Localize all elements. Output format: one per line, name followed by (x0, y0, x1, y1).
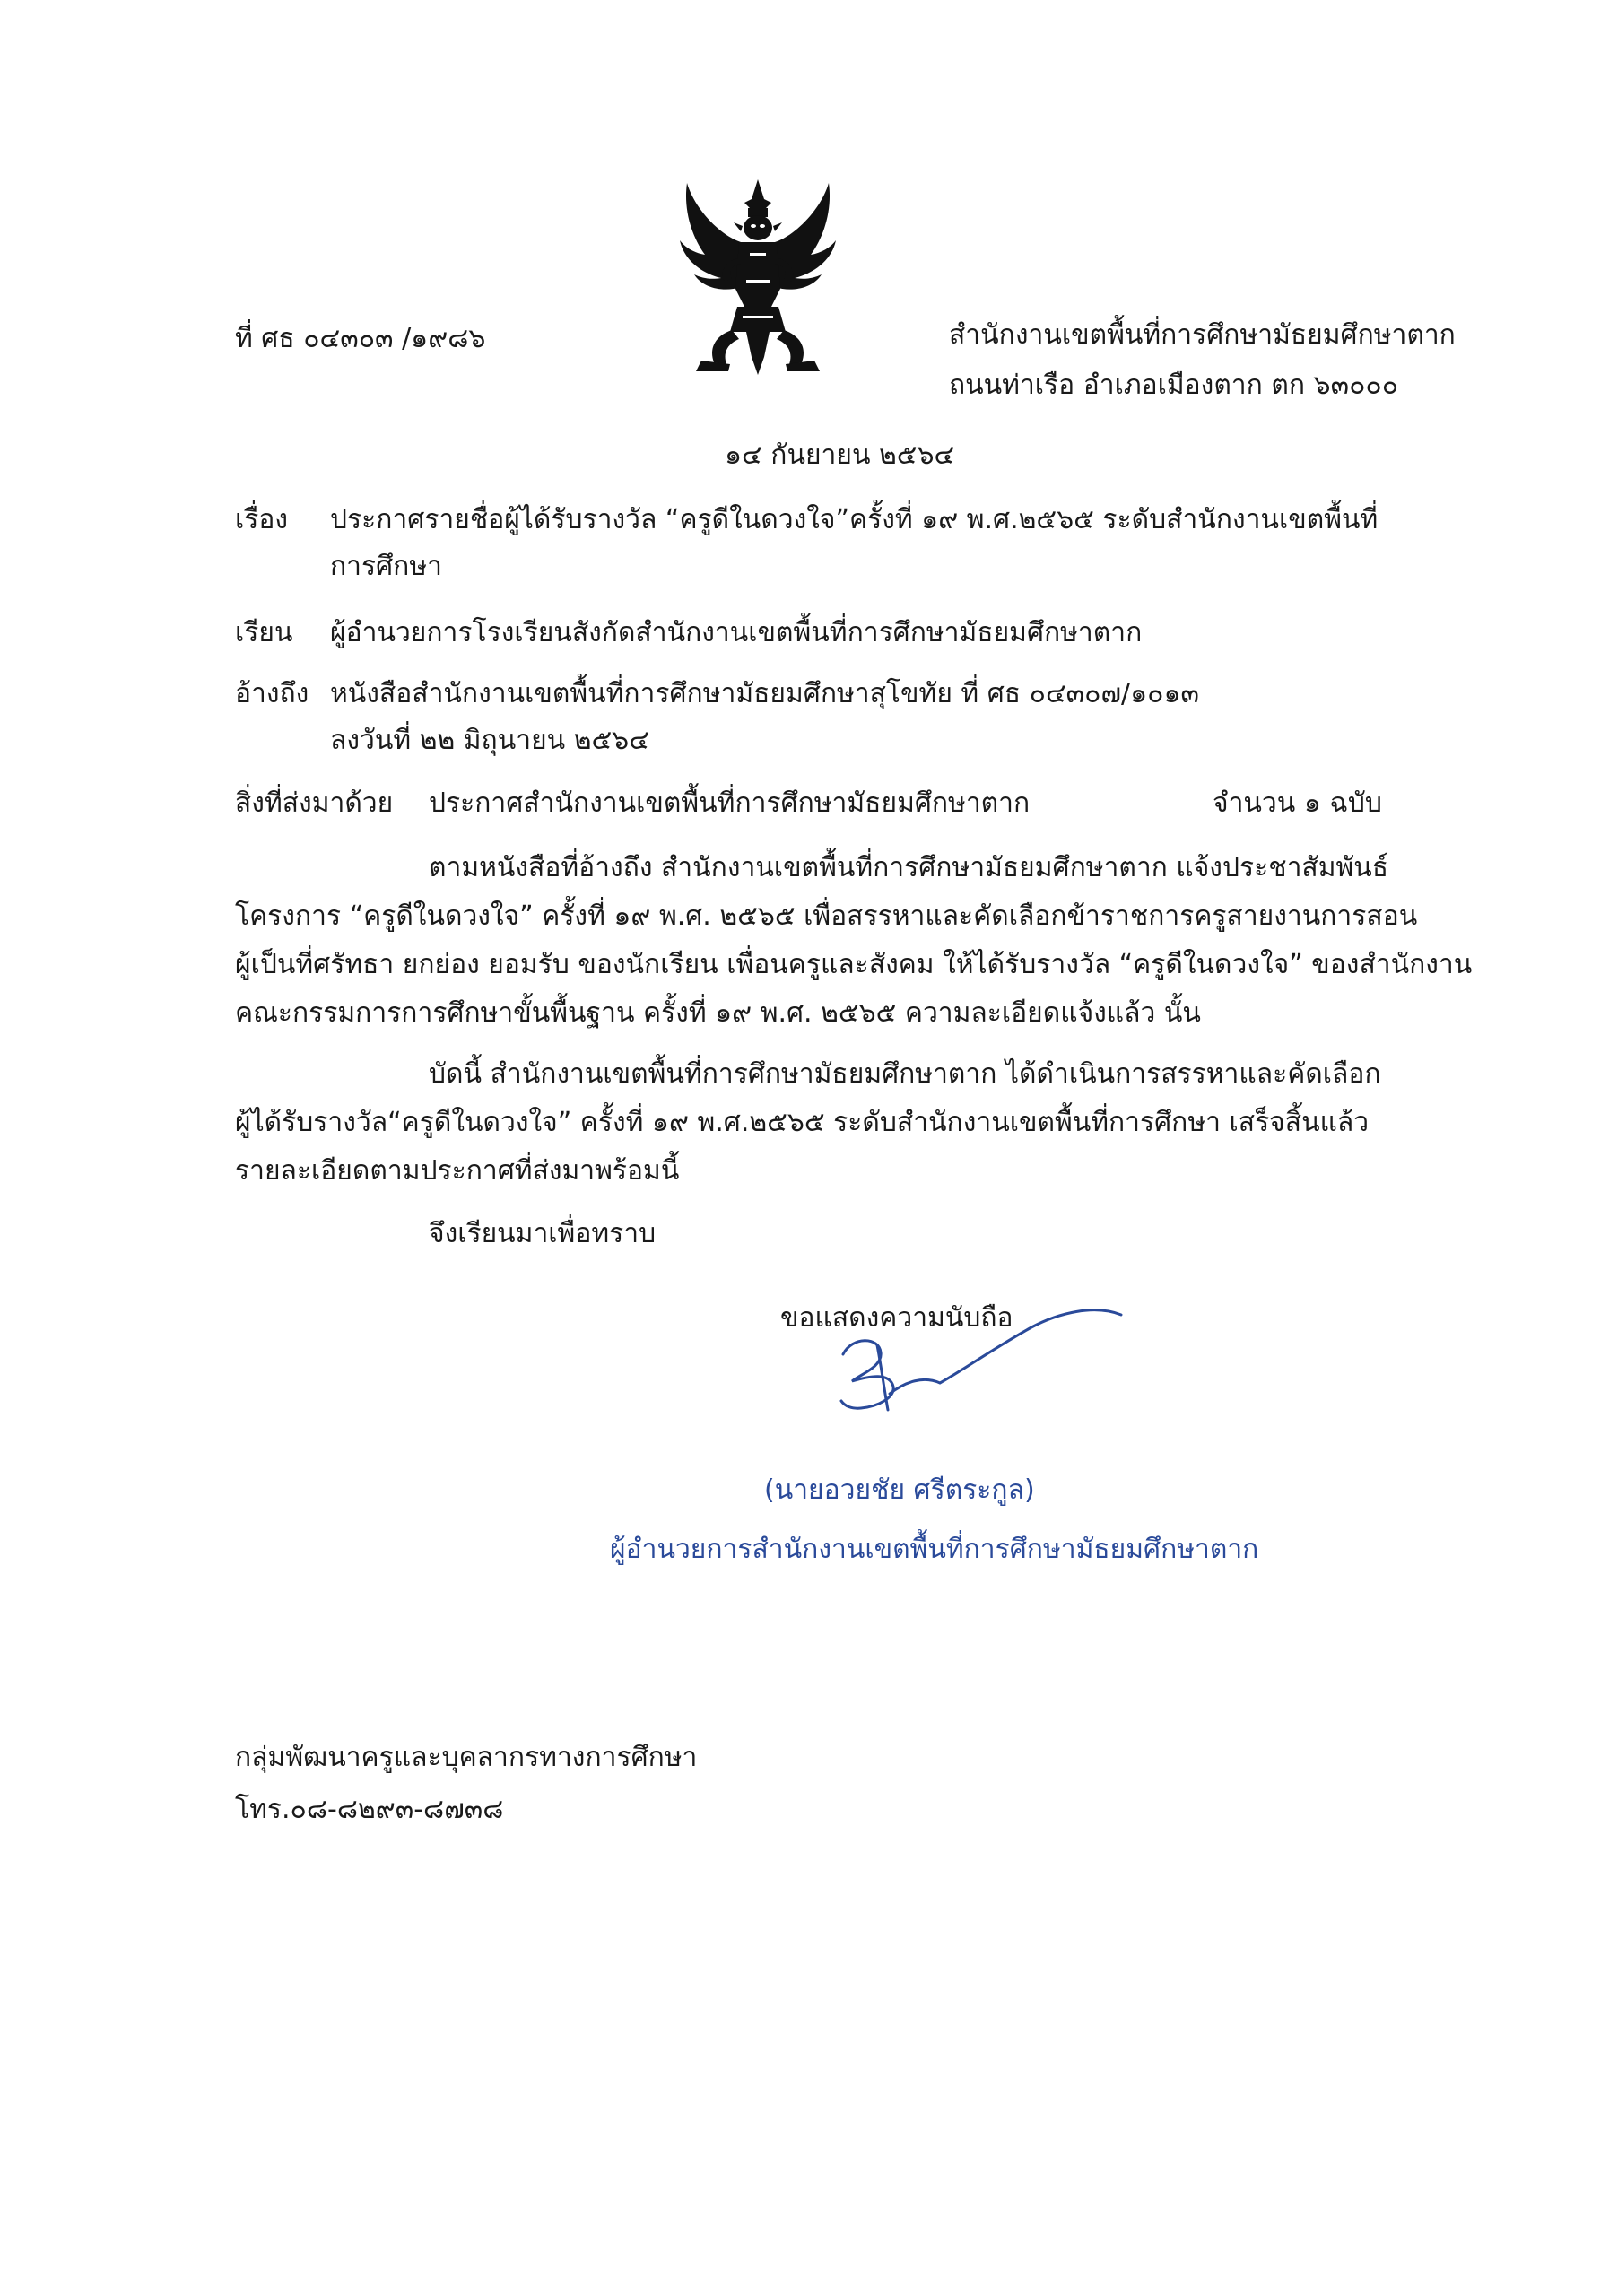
agency-name: สำนักงานเขตพื้นที่การศึกษามัธยมศึกษาตาก (949, 319, 1456, 351)
reference-number: ที่ ศธ ๐๔๓๐๓ /๑๙๘๖ (235, 323, 486, 354)
subject-text-line1: ประกาศรายชื่อผู้ได้รับรางวัล “ครูดีในดวงใจ”ครั้งที่ ๑๙ พ.ศ.๒๕๖๕ ระดับสำนักงานเขตพื้นที่ (330, 504, 1379, 535)
agency-address: ถนนท่าเรือ อำเภอเมืองตาก ตก ๖๓๐๐๐ (949, 370, 1399, 401)
garuda-emblem-icon (674, 172, 841, 387)
body-p1-line4: คณะกรรมการการศึกษาขั้นพื้นฐาน ครั้งที่ ๑๙ พ.ศ. ๒๕๖๕ ความละเอียดแจ้งแล้ว นั้น (235, 997, 1201, 1029)
letter-date: ๑๔ กันยายน ๒๕๖๔ (725, 439, 955, 471)
body-p1-line3: ผู้เป็นที่ศรัทธา ยกย่อง ยอมรับ ของนักเรียน เพื่อนครูและสังคม ให้ได้รับรางวัล “ครูดีในดวงใจ” ของสำนักงาน (235, 949, 1473, 980)
subject-text-line2: การศึกษา (330, 551, 442, 582)
enclosure-quantity: จำนวน ๑ ฉบับ (1213, 787, 1382, 819)
recipient-label: เรียน (235, 617, 293, 648)
recipient-text: ผู้อำนวยการโรงเรียนสังกัดสำนักงานเขตพื้นที่การศึกษามัธยมศึกษาตาก (330, 617, 1143, 648)
department-name: กลุ่มพัฒนาครูและบุคลากรทางการศึกษา (235, 1742, 698, 1773)
body-p2-line3: รายละเอียดตามประกาศที่ส่งมาพร้อมนี้ (235, 1155, 680, 1187)
body-p1-line1: ตามหนังสือที่อ้างถึง สำนักงานเขตพื้นที่การศึกษามัธยมศึกษาตาก แจ้งประชาสัมพันธ์ (429, 852, 1389, 883)
body-p2-line2: ผู้ได้รับรางวัล“ครูดีในดวงใจ” ครั้งที่ ๑๙ พ.ศ.๒๕๖๕ ระดับสำนักงานเขตพื้นที่การศึกษา เสร็จสิ้นแล้ว (235, 1107, 1370, 1138)
department-phone: โทร.๐๘-๘๒๙๓-๘๗๓๘ (235, 1794, 504, 1825)
enclosure-label: สิ่งที่ส่งมาด้วย (235, 787, 394, 819)
signatory-position: ผู้อำนวยการสำนักงานเขตพื้นที่การศึกษามัธยมศึกษาตาก (610, 1534, 1259, 1565)
regards-text: ขอแสดงความนับถือ (780, 1302, 1013, 1334)
body-p2-line1: บัดนี้ สำนักงานเขตพื้นที่การศึกษามัธยมศึกษาตาก ได้ดำเนินการสรรหาและคัดเลือก (429, 1058, 1381, 1090)
closing-text: จึงเรียนมาเพื่อทราบ (429, 1218, 657, 1249)
reference-label: อ้างถึง (235, 678, 309, 709)
reference-text-line2: ลงวันที่ ๒๒ มิถุนายน ๒๕๖๔ (330, 725, 649, 756)
subject-label: เรื่อง (235, 504, 289, 535)
signatory-name: (นายอวยชัย ศรีตระกูล) (764, 1474, 1035, 1506)
enclosure-text: ประกาศสำนักงานเขตพื้นที่การศึกษามัธยมศึกษาตาก (429, 787, 1031, 819)
reference-text-line1: หนังสือสำนักงานเขตพื้นที่การศึกษามัธยมศึกษาสุโขทัย ที่ ศธ ๐๔๓๐๗/๑๐๑๓ (330, 678, 1200, 709)
handwritten-signature (825, 1300, 1130, 1444)
body-p1-line2: โครงการ “ครูดีในดวงใจ” ครั้งที่ ๑๙ พ.ศ. ๒๕๖๕ เพื่อสรรหาและคัดเลือกข้าราชการครูสายงานการสอน (235, 900, 1418, 932)
